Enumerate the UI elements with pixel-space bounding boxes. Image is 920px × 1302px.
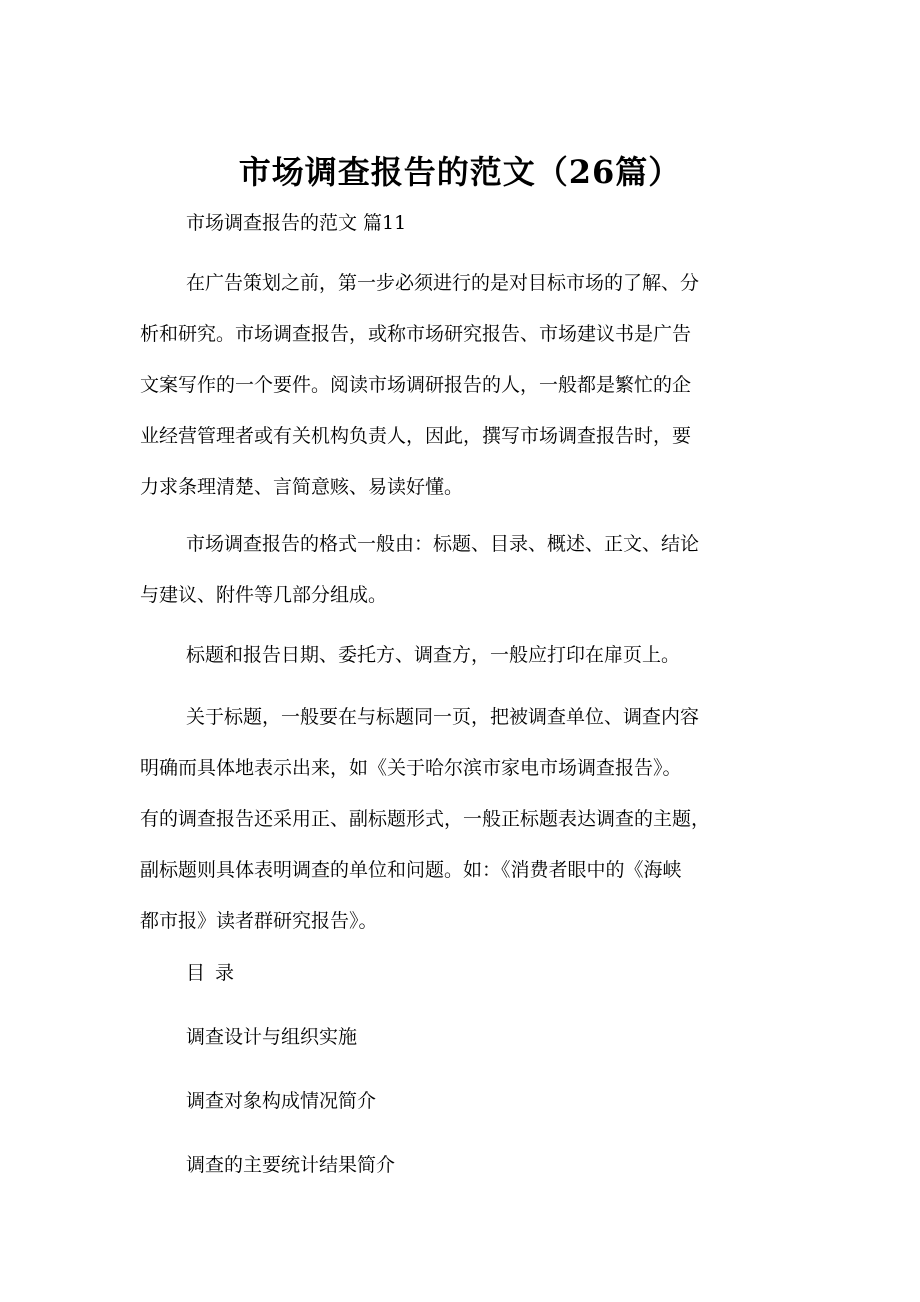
toc-heading: 目录 <box>186 962 245 984</box>
paragraph-about-title <box>140 692 820 947</box>
paragraph-line: 市场调查报告的格式一般由：标题、目录、概述、正文、结论 <box>186 533 700 555</box>
toc-item: 调查对象构成情况简介 <box>186 1090 377 1112</box>
paragraph-line: 有的调查报告还采用正、副标题形式，一般正标题表达调查的主题， <box>140 808 711 830</box>
paragraph-line: 副标题则具体表明调查的单位和问题。如：《消费者眼中的《海峡 <box>140 859 682 881</box>
toc-item: 调查设计与组织实施 <box>186 1026 358 1048</box>
paragraph-title-date <box>140 630 820 681</box>
section-subtitle: 市场调查报告的范文 篇11 <box>186 212 407 234</box>
paragraph-line: 力求条理清楚、言简意赅、易读好懂。 <box>140 476 464 498</box>
paragraph-line: 都市报》读者群研究报告》。 <box>140 910 378 932</box>
document-title: 市场调查报告的范文（26篇） <box>238 153 682 191</box>
paragraph-line: 业经营管理者或有关机构负责人，因此，撰写市场调查报告时，要 <box>140 425 692 447</box>
paragraph-format <box>140 519 820 621</box>
paragraph-line: 文案写作的一个要件。阅读市场调研报告的人，一般都是繁忙的企 <box>140 374 692 396</box>
paragraph-line: 明确而具体地表示出来，如《关于哈尔滨市家电市场调查报告》。 <box>140 757 682 779</box>
paragraph-line: 与建议、附件等几部分组成。 <box>140 584 388 606</box>
paragraph-intro <box>140 258 820 513</box>
paragraph-line: 在广告策划之前，第一步必须进行的是对目标市场的了解、分 <box>186 272 700 294</box>
toc-item: 调查的主要统计结果简介 <box>186 1154 396 1176</box>
paragraph-line: 析和研究。市场调查报告，或称市场研究报告、市场建议书是广告 <box>140 323 692 345</box>
paragraph-line: 标题和报告日期、委托方、调查方，一般应打印在扉页上。 <box>186 644 681 666</box>
paragraph-line: 关于标题，一般要在与标题同一页，把被调查单位、调查内容 <box>186 706 700 728</box>
